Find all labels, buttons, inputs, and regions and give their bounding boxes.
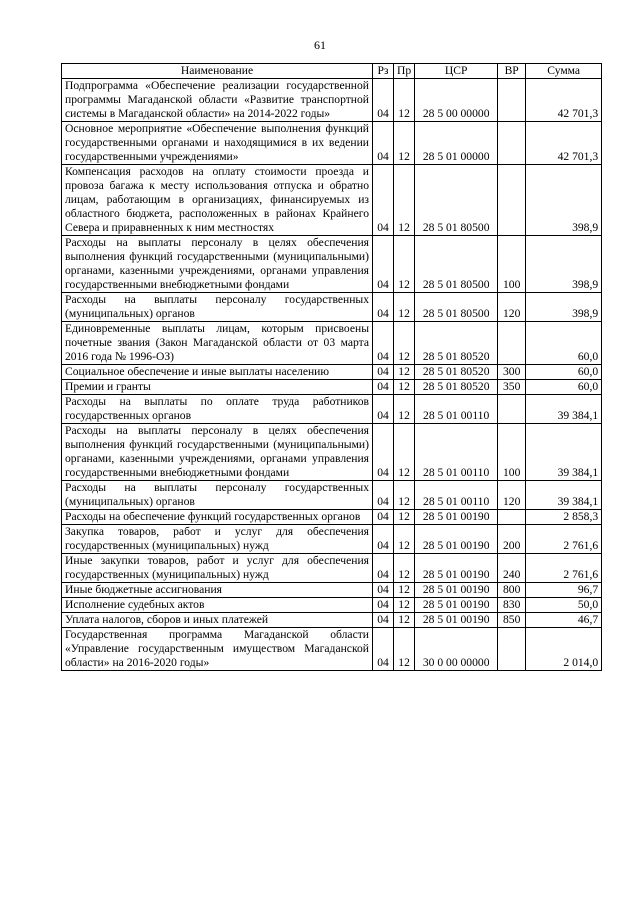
cell-vr: [498, 79, 526, 122]
cell-name: Социальное обеспечение и иные выплаты населению: [62, 365, 373, 380]
cell-rz: 04: [373, 79, 394, 122]
cell-rz: 04: [373, 598, 394, 613]
cell-vr: [498, 322, 526, 365]
cell-csr: 28 5 01 00190: [415, 510, 498, 525]
cell-csr: 28 5 01 80520: [415, 322, 498, 365]
cell-vr: [498, 628, 526, 671]
cell-name: Основное мероприятие «Обеспечение выполнения функций государственными органами и находящимися в их ведении государственными учреждениями»: [62, 122, 373, 165]
cell-rz: 04: [373, 613, 394, 628]
cell-csr: 28 5 01 00000: [415, 122, 498, 165]
cell-pr: 12: [394, 122, 415, 165]
table-row: [62, 122, 602, 165]
cell-pr: 12: [394, 510, 415, 525]
cell-rz: 04: [373, 293, 394, 322]
cell-vr: [498, 122, 526, 165]
cell-vr: 120: [498, 293, 526, 322]
cell-name: Расходы на обеспечение функций государственных органов: [62, 510, 373, 525]
table-row: [62, 322, 602, 365]
cell-pr: 12: [394, 628, 415, 671]
cell-pr: 12: [394, 322, 415, 365]
table-row: [62, 525, 602, 554]
cell-name: Компенсация расходов на оплату стоимости проезда и провоза багажа к месту использования отпуска и обратно лицам, работающим в организациях, финансируемых из областного бюджета, расположенных в районах Крайнего Севера и приравненных к ним местностях: [62, 165, 373, 236]
table-row: [62, 380, 602, 395]
table-header-row: [62, 64, 602, 79]
cell-pr: 12: [394, 525, 415, 554]
cell-rz: 04: [373, 628, 394, 671]
cell-pr: 12: [394, 424, 415, 481]
cell-sum: 60,0: [526, 322, 602, 365]
table-row: [62, 628, 602, 671]
cell-rz: 04: [373, 322, 394, 365]
cell-vr: [498, 510, 526, 525]
cell-sum: 39 384,1: [526, 481, 602, 510]
cell-sum: 60,0: [526, 380, 602, 395]
cell-vr: 830: [498, 598, 526, 613]
cell-rz: 04: [373, 380, 394, 395]
cell-name: Подпрограмма «Обеспечение реализации государственной программы Магаданской области «Развитие транспортной системы в Магаданской области» на 2014-2022 годы»: [62, 79, 373, 122]
table-row: [62, 613, 602, 628]
table-row: [62, 510, 602, 525]
cell-vr: 200: [498, 525, 526, 554]
cell-csr: 28 5 01 00190: [415, 613, 498, 628]
cell-vr: 240: [498, 554, 526, 583]
cell-vr: 850: [498, 613, 526, 628]
table-row: [62, 583, 602, 598]
table-row: [62, 236, 602, 293]
cell-name: Исполнение судебных актов: [62, 598, 373, 613]
cell-pr: 12: [394, 293, 415, 322]
cell-vr: 300: [498, 365, 526, 380]
page-number: 61: [314, 38, 326, 52]
cell-sum: 96,7: [526, 583, 602, 598]
cell-vr: 100: [498, 424, 526, 481]
cell-vr: 100: [498, 236, 526, 293]
cell-pr: 12: [394, 554, 415, 583]
cell-csr: 28 5 01 00190: [415, 554, 498, 583]
cell-sum: 42 701,3: [526, 79, 602, 122]
cell-sum: 60,0: [526, 365, 602, 380]
cell-pr: 12: [394, 165, 415, 236]
cell-sum: 2 761,6: [526, 525, 602, 554]
cell-sum: 39 384,1: [526, 424, 602, 481]
cell-sum: 398,9: [526, 293, 602, 322]
cell-pr: 12: [394, 79, 415, 122]
column-header-vr: ВР: [498, 64, 526, 79]
cell-csr: 28 5 00 00000: [415, 79, 498, 122]
cell-vr: [498, 165, 526, 236]
cell-vr: [498, 395, 526, 424]
table-row: [62, 424, 602, 481]
cell-pr: 12: [394, 365, 415, 380]
cell-sum: 398,9: [526, 236, 602, 293]
cell-sum: 2 014,0: [526, 628, 602, 671]
cell-csr: 28 5 01 00110: [415, 481, 498, 510]
column-header-pr: Пр: [394, 64, 415, 79]
cell-sum: 2 858,3: [526, 510, 602, 525]
cell-csr: 28 5 01 80500: [415, 293, 498, 322]
cell-rz: 04: [373, 424, 394, 481]
cell-sum: 42 701,3: [526, 122, 602, 165]
cell-csr: 28 5 01 80500: [415, 165, 498, 236]
cell-rz: 04: [373, 525, 394, 554]
cell-name: Закупка товаров, работ и услуг для обеспечения государственных (муниципальных) нужд: [62, 525, 373, 554]
column-header-rz: Рз: [373, 64, 394, 79]
table-row: [62, 598, 602, 613]
cell-name: Расходы на выплаты персоналу в целях обеспечения выполнения функций государственными (муниципальными) органами, казенными учреждениями, органами управления государственными внебюджетными фондами: [62, 236, 373, 293]
cell-name: Государственная программа Магаданской области «Управление государственным имуществом Магаданской области» на 2016-2020 годы»: [62, 628, 373, 671]
cell-csr: 28 5 01 00110: [415, 424, 498, 481]
cell-pr: 12: [394, 395, 415, 424]
cell-sum: 2 761,6: [526, 554, 602, 583]
column-header-sum: Сумма: [526, 64, 602, 79]
table-row: [62, 293, 602, 322]
cell-sum: 398,9: [526, 165, 602, 236]
table-row: [62, 79, 602, 122]
cell-vr: 120: [498, 481, 526, 510]
cell-rz: 04: [373, 122, 394, 165]
budget-table: [61, 63, 602, 671]
cell-name: Расходы на выплаты по оплате труда работников государственных органов: [62, 395, 373, 424]
cell-csr: 30 0 00 00000: [415, 628, 498, 671]
cell-vr: 800: [498, 583, 526, 598]
cell-pr: 12: [394, 380, 415, 395]
column-header-name: Наименование: [62, 64, 373, 79]
cell-name: Иные закупки товаров, работ и услуг для обеспечения государственных (муниципальных) нужд: [62, 554, 373, 583]
table-row: [62, 554, 602, 583]
cell-name: Расходы на выплаты персоналу государственных (муниципальных) органов: [62, 293, 373, 322]
cell-name: Иные бюджетные ассигнования: [62, 583, 373, 598]
column-header-csr: ЦСР: [415, 64, 498, 79]
cell-csr: 28 5 01 00190: [415, 598, 498, 613]
cell-name: Расходы на выплаты персоналу в целях обеспечения выполнения функций государственными (муниципальными) органами, казенными учреждениями, органами управления государственными внебюджетными фондами: [62, 424, 373, 481]
cell-csr: 28 5 01 80520: [415, 380, 498, 395]
cell-csr: 28 5 01 00190: [415, 583, 498, 598]
cell-name: Уплата налогов, сборов и иных платежей: [62, 613, 373, 628]
cell-rz: 04: [373, 583, 394, 598]
cell-rz: 04: [373, 236, 394, 293]
cell-rz: 04: [373, 395, 394, 424]
cell-name: Единовременные выплаты лицам, которым присвоены почетные звания (Закон Магаданской области от 03 марта 2016 года № 1996-ОЗ): [62, 322, 373, 365]
cell-csr: 28 5 01 80500: [415, 236, 498, 293]
cell-rz: 04: [373, 481, 394, 510]
cell-pr: 12: [394, 236, 415, 293]
cell-csr: 28 5 01 80520: [415, 365, 498, 380]
table-row: [62, 165, 602, 236]
cell-pr: 12: [394, 613, 415, 628]
cell-pr: 12: [394, 481, 415, 510]
cell-name: Премии и гранты: [62, 380, 373, 395]
cell-sum: 46,7: [526, 613, 602, 628]
table-row: [62, 395, 602, 424]
cell-pr: 12: [394, 598, 415, 613]
cell-csr: 28 5 01 00110: [415, 395, 498, 424]
table-row: [62, 365, 602, 380]
cell-rz: 04: [373, 554, 394, 583]
cell-rz: 04: [373, 165, 394, 236]
cell-rz: 04: [373, 365, 394, 380]
cell-sum: 39 384,1: [526, 395, 602, 424]
table-row: [62, 481, 602, 510]
cell-vr: 350: [498, 380, 526, 395]
cell-rz: 04: [373, 510, 394, 525]
cell-name: Расходы на выплаты персоналу государственных (муниципальных) органов: [62, 481, 373, 510]
cell-csr: 28 5 01 00190: [415, 525, 498, 554]
cell-pr: 12: [394, 583, 415, 598]
cell-sum: 50,0: [526, 598, 602, 613]
